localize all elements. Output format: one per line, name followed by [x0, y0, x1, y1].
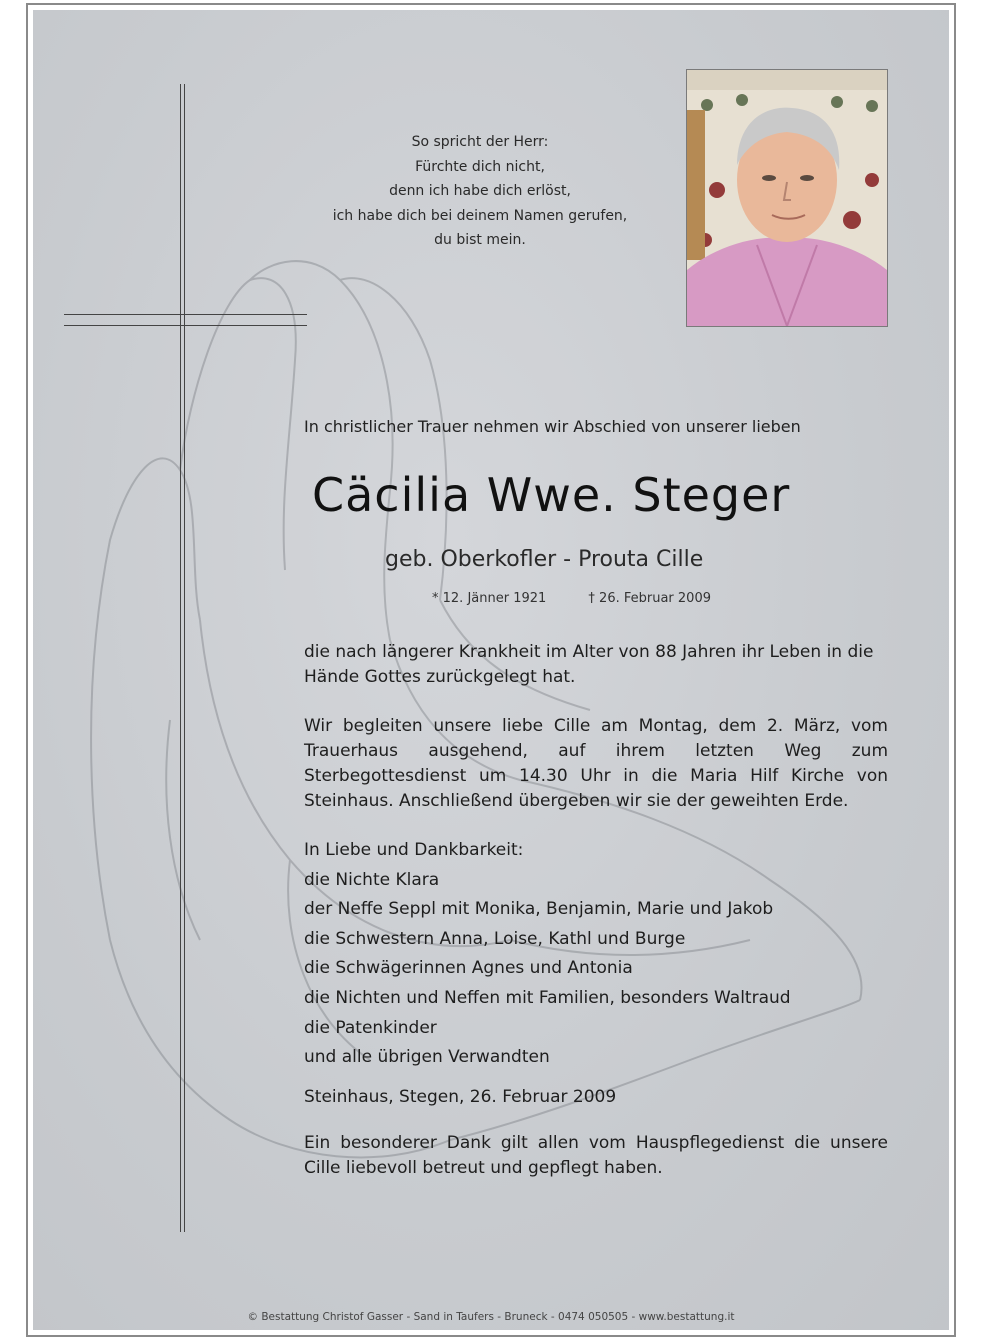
deceased-name: Cäcilia Wwe. Steger [312, 468, 791, 522]
mourner-line: die Patenkinder [304, 1017, 437, 1038]
mourners-list [304, 836, 791, 1073]
death-date: † 26. Februar 2009 [588, 591, 711, 606]
mourner-line: die Nichte Klara [304, 869, 440, 890]
mourner-line: die Schwägerinnen Agnes und Antonia [304, 958, 633, 979]
thanks-paragraph: Ein besonderer Dank gilt allen vom Hauspflegedienst die unsere Cille liebevoll betreut und gepflegt haben. [304, 1133, 888, 1178]
mourner-line: die Schwestern Anna, Loise, Kathl und Burge [304, 928, 686, 949]
verse-line: denn ich habe dich erlöst, [389, 183, 571, 199]
footer-credit: © Bestattung Christof Gasser - Sand in Taufers - Bruneck - 0474 050505 - www.bestattung.it [247, 1311, 735, 1323]
portrait-photo [686, 69, 888, 327]
bible-verse [300, 130, 660, 253]
verse-line: So spricht der Herr: [411, 134, 549, 150]
cross-vertical-beam [180, 84, 185, 1232]
place-and-date: Steinhaus, Stegen, 26. Februar 2009 [304, 1087, 617, 1107]
life-dates [432, 591, 711, 606]
verse-line: du bist mein. [434, 232, 526, 248]
mourner-line: In Liebe und Dankbarkeit: [304, 840, 524, 860]
verse-line: ich habe dich bei deinem Namen gerufen, [332, 207, 628, 224]
verse-line: Fürchte dich nicht, [415, 158, 545, 175]
birth-name: geb. Oberkofler - Prouta Cille [385, 547, 704, 572]
intro-text: In christlicher Trauer nehmen wir Abschied von unserer lieben [304, 417, 801, 436]
mourner-line: die Nichten und Neffen mit Familien, besonders Waltraud [304, 987, 791, 1008]
birth-date: * 12. Jänner 1921 [432, 591, 547, 606]
paragraph-funeral: Wir begleiten unsere liebe Cille am Montag, dem 2. März, vom Trauerhaus ausgehend, auf ihrem letzten Weg zum Sterbegottesdienst um 14.30 Uhr in die Maria Hilf Kirche von Steinhaus. Anschließend übergeben wir sie der geweihten Erde. [304, 716, 888, 811]
paragraph-passing: die nach längerer Krankheit im Alter von 88 Jahren ihr Leben in die Hände Gottes zurückgelegt hat. [304, 642, 874, 687]
cross-horizontal-beam [64, 314, 307, 326]
mourner-line: der Neffe Seppl mit Monika, Benjamin, Marie und Jakob [304, 899, 774, 920]
mourner-line: und alle übrigen Verwandten [304, 1047, 550, 1068]
